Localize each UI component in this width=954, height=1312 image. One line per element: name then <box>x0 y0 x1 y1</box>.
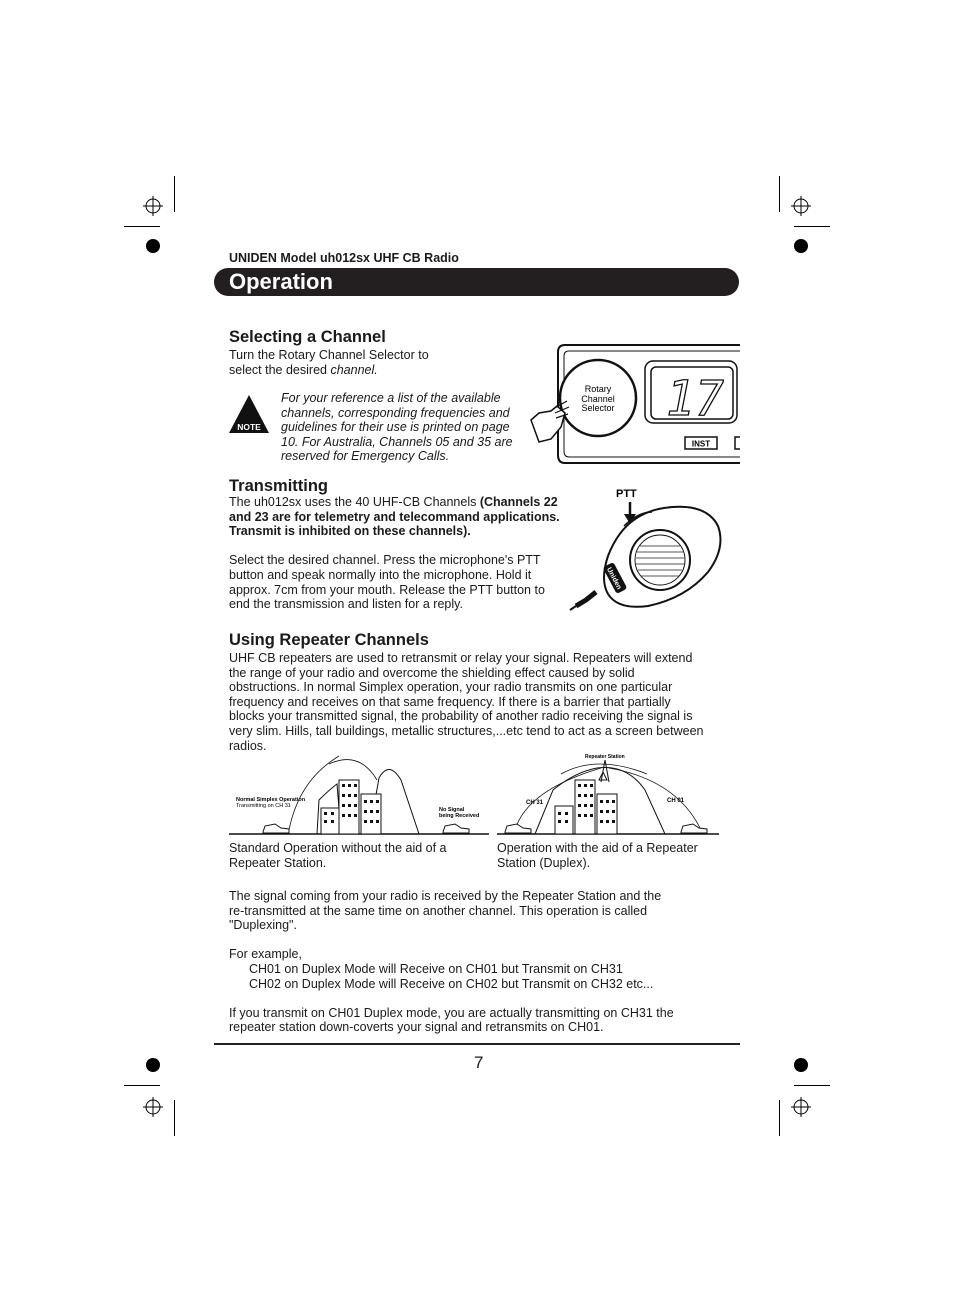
crop-mark <box>779 176 780 212</box>
caption-line: Operation with the aid of a Repeater <box>497 841 698 855</box>
duplex-caption <box>497 841 737 870</box>
example-line: CH02 on Duplex Mode will Receive on CH02 but Transmit on CH32 etc... <box>249 976 654 991</box>
figure-label: Transmitting on CH 31 <box>236 803 291 809</box>
registration-dot <box>794 239 808 253</box>
transmitting-bold: and 23 are for telemetry and telecommand applications. <box>229 509 560 524</box>
note-line: For your reference a list of the available <box>281 391 501 405</box>
figure-label: Normal Simplex Operation <box>236 797 306 803</box>
transmitting-line: end the transmission and listen for a reply. <box>229 597 463 612</box>
note-line: channels, corresponding frequencies and <box>281 405 510 420</box>
microphone-figure <box>568 484 740 616</box>
transmitting-line: Select the desired channel. Press the microphone's PTT <box>229 553 541 568</box>
repeater-line: radios. <box>229 738 267 753</box>
registration-dot <box>146 239 160 253</box>
figure-label: CH 01 <box>667 798 685 804</box>
selecting-intro <box>229 348 469 377</box>
selector-label: Selector <box>581 403 615 413</box>
figure-label: Repeater Station <box>585 754 625 760</box>
selecting-intro-italic: channel. <box>330 362 378 377</box>
repeater-line: the range of your radio and overcome the shielding effect caused by solid <box>229 665 635 680</box>
duplex-line: The signal coming from your radio is received by the Repeater Station and the <box>229 889 662 903</box>
inst-button-label: INST <box>691 439 711 449</box>
ptt-label: PTT <box>616 488 637 500</box>
note-line: reserved for Emergency Calls. <box>281 449 450 464</box>
simplex-operation-figure <box>229 750 491 838</box>
section-heading-repeater: Using Repeater Channels <box>229 631 429 649</box>
example-intro: For example, <box>229 947 302 962</box>
closing-line: If you transmit on CH01 Duplex mode, you are actually transmitting on CH31 the <box>229 1005 674 1020</box>
page-number: 7 <box>474 1053 484 1072</box>
duplex-text <box>229 889 739 1035</box>
example-line: CH01 on Duplex Mode will Receive on CH01 but Transmit on CH31 <box>249 961 623 976</box>
caption-line: Station (Duplex). <box>497 855 591 870</box>
registration-mark-icon <box>791 196 811 216</box>
section-heading-transmitting: Transmitting <box>229 477 329 495</box>
crop-mark <box>124 1085 160 1086</box>
note-line: 10. For Australia, Channels 05 and 35 are <box>281 434 513 449</box>
transmitting-line: approx. 7cm from your mouth. Release the PTT button to <box>229 582 545 597</box>
crop-mark <box>779 1100 780 1136</box>
repeater-text <box>229 651 739 753</box>
channel-display-value: 17 <box>666 371 724 427</box>
crop-mark <box>794 1085 830 1086</box>
note-line: guidelines for their use is printed on page <box>281 420 510 435</box>
transmitting-line: button and speak normally into the microphone. Hold it <box>229 567 532 582</box>
registration-mark-icon <box>143 196 163 216</box>
repeater-line: obstructions. In normal Simplex operation, your radio transmits on one particular <box>229 680 673 695</box>
transmitting-line: The uh012sx uses the 40 UHF-CB Channels <box>229 495 477 509</box>
repeater-line: frequency and receives on that same frequency. If there is a barrier that partially <box>229 694 671 709</box>
duplex-line: "Duplexing". <box>229 918 297 933</box>
figure-label: being Received <box>439 813 480 819</box>
transmitting-text <box>229 495 579 612</box>
radio-front-panel-figure <box>527 343 740 467</box>
footer-rule <box>214 1043 740 1045</box>
registration-dot <box>794 1058 808 1072</box>
duplex-operation-figure <box>497 750 721 838</box>
note-label: NOTE <box>237 422 261 432</box>
model-line: UNIDEN Model uh012sx UHF CB Radio <box>229 251 459 265</box>
note-warning-icon <box>227 393 271 437</box>
selector-label: Rotary <box>584 384 612 394</box>
note-text <box>281 391 531 464</box>
crop-mark <box>794 226 830 227</box>
selecting-intro-line: select the desired <box>229 362 327 377</box>
crop-mark <box>174 176 175 212</box>
repeater-line: UHF CB repeaters are used to retransmit or relay your signal. Repeaters will extend <box>229 651 693 665</box>
selecting-intro-line: Turn the Rotary Channel Selector to <box>229 348 429 362</box>
caption-line: Repeater Station. <box>229 855 327 870</box>
selector-label: Channel <box>581 394 615 404</box>
section-heading-selecting: Selecting a Channel <box>229 328 386 346</box>
repeater-line: blocks your transmitted signal, the probability of another radio receiving the signal is <box>229 709 693 724</box>
figure-label: CH 31 <box>526 800 544 806</box>
transmitting-bold: Transmit is inhibited on these channels). <box>229 524 471 539</box>
closing-line: repeater station down-coverts your signal and retransmits on CH01. <box>229 1020 604 1035</box>
crop-mark <box>124 226 160 227</box>
registration-mark-icon <box>143 1097 163 1117</box>
crop-mark <box>174 1100 175 1136</box>
figure-label: No Signal <box>439 807 465 813</box>
registration-mark-icon <box>791 1097 811 1117</box>
page-title: Operation <box>229 269 333 294</box>
simplex-caption <box>229 841 489 870</box>
caption-line: Standard Operation without the aid of a <box>229 841 447 855</box>
transmitting-bold: (Channels 22 <box>479 495 558 509</box>
registration-dot <box>146 1058 160 1072</box>
repeater-line: very slim. Hills, tall buildings, metallic structures,...etc tend to act as a screen between <box>229 723 704 738</box>
brand-logo: Uniden <box>605 566 623 591</box>
duplex-line: re-transmitted at the same time on another channel. This operation is called <box>229 903 648 918</box>
